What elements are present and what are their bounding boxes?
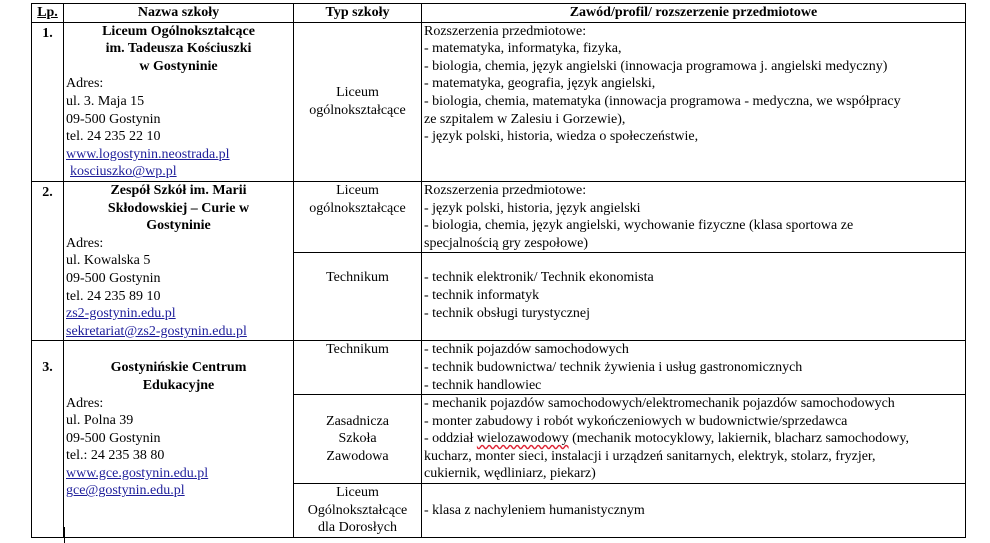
profile-cell: - technik pojazdów samochodowych - technik budownictwa/ technik żywienia i usług gastronomicznych - technik handlowiec <box>422 341 966 395</box>
school-type: Zasadnicza Szkoła Zawodowa <box>294 395 422 484</box>
table-row <box>32 22 966 181</box>
website-link[interactable]: zs2-gostynin.edu.pl <box>66 306 176 322</box>
school-name: Gostynińskie Centrum Edukacyjne <box>110 360 247 393</box>
profile-cell: - klasa z nachyleniem humanistycznym <box>422 484 966 538</box>
school-name: Liceum Ogólnokształcące im. Tadeusza Kościuszki w Gostyninie <box>102 23 255 74</box>
profile-cell: - mechanik pojazdów samochodowych/elektromechanik pojazdów samochodowych - monter zabudowy i robót wykończeniowych w budownictwie/sprzedawca - oddział wielozawodowy (mechanik motocyklowy, lakiernik, blacharz samochodowy, kucharz, monter sieci, instalacji i urządzeń sanitarnych, elektryk, stolarz, fryzjer, cukiernik, wędliniarz, piekarz) <box>422 395 966 484</box>
school-type: Technikum <box>294 341 422 395</box>
email-link[interactable]: gce@gostynin.edu.pl <box>66 483 185 499</box>
row-number: 1. <box>32 22 64 181</box>
header-lp: Lp. <box>32 4 64 23</box>
page-margin-mark <box>64 527 65 543</box>
school-type: Liceum ogólnokształcące <box>294 181 422 252</box>
email-link[interactable]: kosciuszko@wp.pl <box>70 164 177 180</box>
email-link[interactable]: sekretariat@zs2-gostynin.edu.pl <box>66 323 247 339</box>
school-cell <box>64 22 294 181</box>
profile-cell: - technik elektronik/ Technik ekonomista - technik informatyk - technik obsługi turystycznej <box>422 253 966 341</box>
header-type: Typ szkoły <box>294 4 422 23</box>
header-name: Nazwa szkoły <box>64 4 294 23</box>
school-address: Adres: ul. 3. Maja 15 09-500 Gostynin tel. 24 235 22 10 <box>66 76 161 145</box>
website-link[interactable]: www.gce.gostynin.edu.pl <box>66 465 209 481</box>
schools-table <box>31 3 966 538</box>
website-link[interactable]: www.logostynin.neostrada.pl <box>66 146 230 162</box>
school-address: Adres: ul. Polna 39 09-500 Gostynin tel.: 24 235 38 80 <box>66 395 165 464</box>
row-number: 3. <box>32 341 64 538</box>
school-type: Technikum <box>294 253 422 341</box>
school-name: Zespół Szkół im. Marii Skłodowskiej – Curie w Gostyninie <box>107 182 250 234</box>
spellcheck-word: wielozawodowy <box>476 431 569 447</box>
wielozawodowy-line: - oddział wielozawodowy (mechanik motocyklowy, lakiernik, blacharz samochodowy, <box>424 431 909 447</box>
table-row <box>32 341 966 395</box>
school-type: Liceum ogólnokształcące <box>294 22 422 181</box>
school-cell <box>64 341 294 538</box>
table-row <box>32 181 966 252</box>
row-number: 2. <box>32 181 64 340</box>
profile-cell: Rozszerzenia przedmiotowe: - matematyka, informatyka, fizyka, - biologia, chemia, język angielski (innowacja programowa j. angielski medyczny) - matematyka, geografia, język angielski, - biologia, chemia, matematyka (innowacja programowa - medyczna, we współpracy ze szpitalem w Zalesiu i Gorzewie), - język polski, historia, wiedza o społeczeństwie, <box>422 22 966 181</box>
header-profile: Zawód/profil/ rozszerzenie przedmiotowe <box>422 4 966 23</box>
profile-cell: Rozszerzenia przedmiotowe: - język polski, historia, język angielski - biologia, chemia, język angielski, wychowanie fizyczne (klasa sportowa ze specjalnością gry zespołowe) <box>422 181 966 252</box>
header-row <box>32 4 966 23</box>
school-address: Adres: ul. Kowalska 5 09-500 Gostynin tel. 24 235 89 10 <box>66 235 161 304</box>
school-cell <box>64 181 294 340</box>
school-type: Liceum Ogólnokształcące dla Dorosłych <box>294 484 422 538</box>
